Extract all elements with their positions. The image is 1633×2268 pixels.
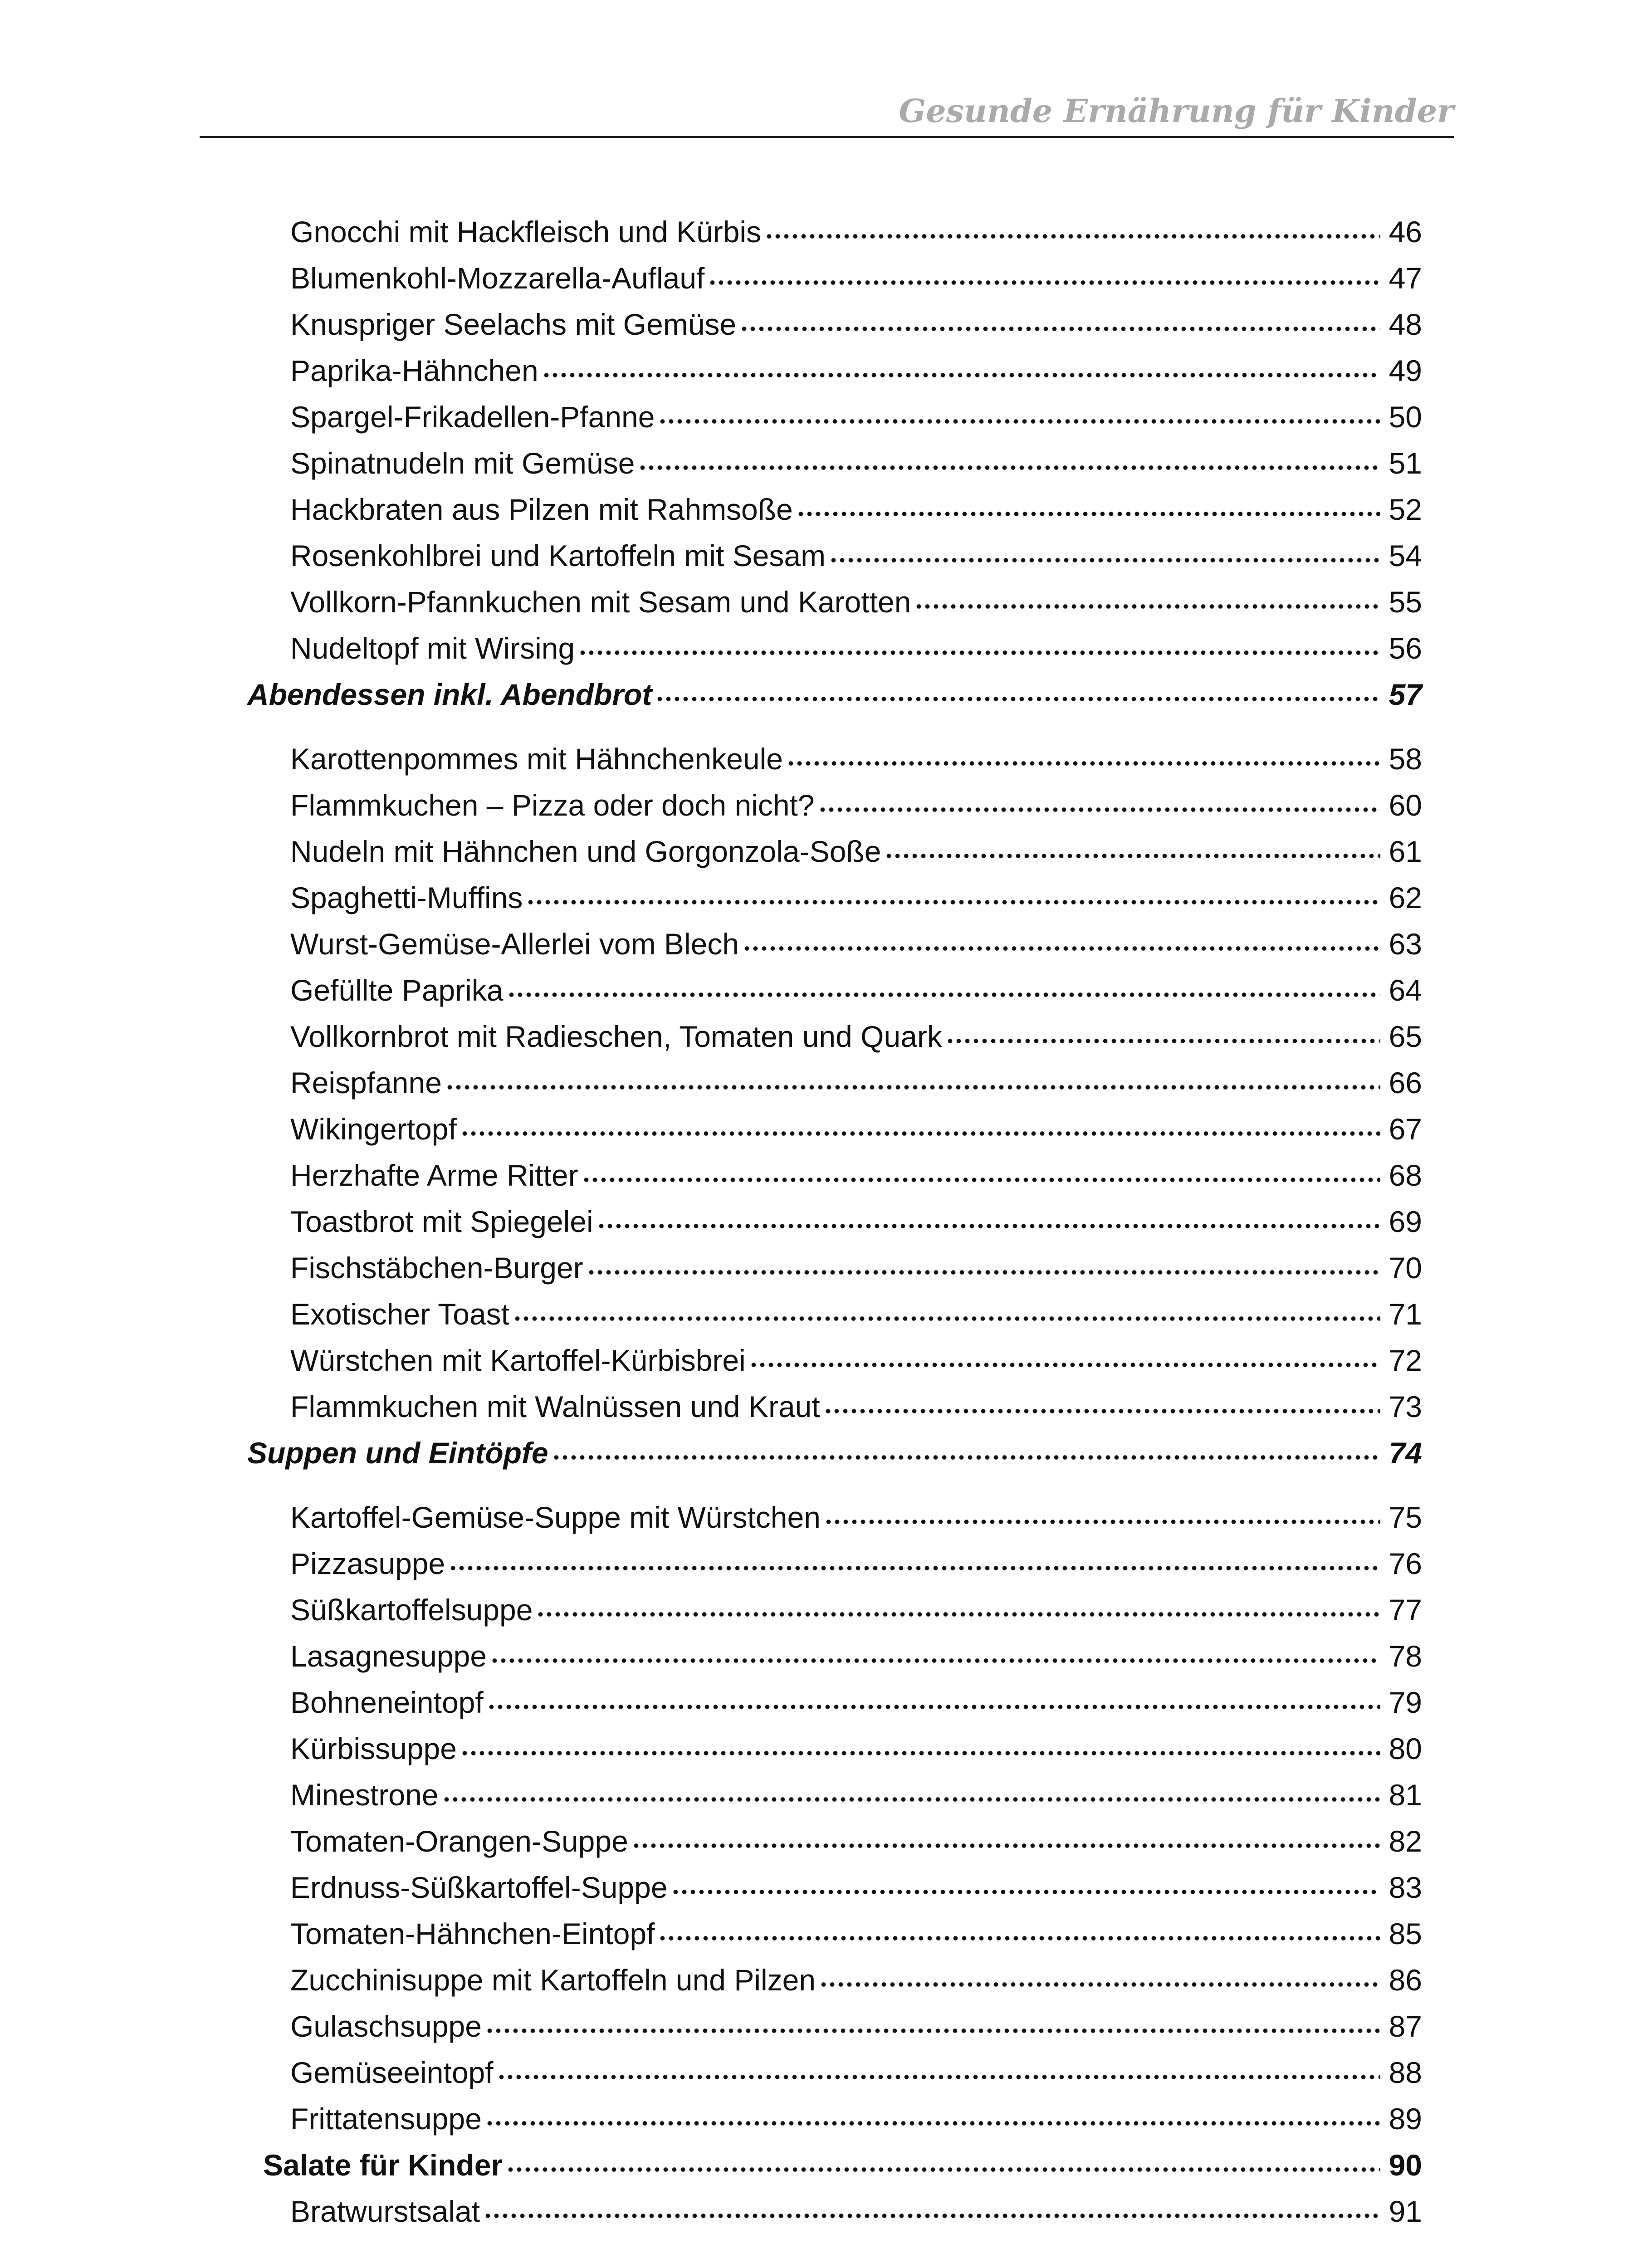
toc-page-number: 83 xyxy=(1389,1871,1422,1904)
dot-leader xyxy=(460,1746,1380,1760)
toc-entry-title: Hackbraten aus Pilzen mit Rahmsoße xyxy=(290,493,793,526)
toc-page-number: 64 xyxy=(1389,973,1422,1007)
toc-entry-title: Abendessen inkl. Abendbrot xyxy=(247,678,652,711)
toc-entry[interactable] xyxy=(290,1060,1422,1106)
toc-page-number: 51 xyxy=(1389,446,1422,480)
toc-page-number: 71 xyxy=(1389,1297,1422,1331)
dot-leader xyxy=(708,276,1380,289)
toc-entry-title: Suppen und Eintöpfe xyxy=(247,1436,548,1470)
toc-entry[interactable] xyxy=(290,828,1422,875)
toc-entry-title: Gnocchi mit Hackfleisch und Kürbis xyxy=(290,215,762,249)
dot-leader xyxy=(638,461,1380,474)
toc-page-number: 86 xyxy=(1389,1963,1422,1997)
dot-leader xyxy=(445,1080,1380,1094)
toc-entry-title: Flammkuchen mit Walnüssen und Kraut xyxy=(290,1390,820,1423)
toc-entry-title: Tomaten-Orangen-Suppe xyxy=(290,1824,628,1858)
toc-entry-title: Tomaten-Hähnchen-Eintopf xyxy=(290,1917,655,1950)
dot-leader xyxy=(658,415,1380,428)
toc-page-number: 82 xyxy=(1389,1824,1422,1858)
toc-page-number: 50 xyxy=(1389,400,1422,434)
toc-entry-title: Salate für Kinder xyxy=(263,2148,503,2182)
toc-entry-title: Frittatensuppe xyxy=(290,2102,482,2136)
toc-page-number: 76 xyxy=(1389,1547,1422,1580)
toc-entry-title: Pizzasuppe xyxy=(290,1547,445,1580)
toc-page-number: 63 xyxy=(1389,927,1422,961)
toc-entry-title: Nudeln mit Hähnchen und Gorgonzola-Soße xyxy=(290,835,881,868)
toc-entry-title: Süßkartoffelsuppe xyxy=(290,1593,533,1627)
dot-leader xyxy=(765,230,1380,243)
toc-entry[interactable] xyxy=(290,1337,1422,1383)
toc-entry[interactable] xyxy=(290,1679,1422,1725)
toc-page-number: 60 xyxy=(1389,788,1422,822)
dot-leader xyxy=(743,942,1380,955)
toc-entry-title: Knuspriger Seelachs mit Gemüse xyxy=(290,308,737,341)
dot-leader xyxy=(655,692,1380,706)
toc-page-number: 85 xyxy=(1389,1917,1422,1950)
toc-entry-title: Herzhafte Arme Ritter xyxy=(290,1158,578,1192)
toc-entry[interactable] xyxy=(290,1911,1422,1957)
toc-entry-title: Gefüllte Paprika xyxy=(290,973,504,1007)
toc-entry[interactable] xyxy=(290,1772,1422,1818)
dot-leader xyxy=(442,1793,1381,1806)
dot-leader xyxy=(487,1700,1380,1714)
toc-entry-title: Vollkorn-Pfannkuchen mit Sesam und Karotten xyxy=(290,585,911,619)
toc-page-number: 75 xyxy=(1389,1501,1422,1534)
toc-entry[interactable] xyxy=(290,625,1422,671)
dot-leader xyxy=(787,757,1380,770)
toc-entry-title: Kartoffel-Gemüse-Suppe mit Würstchen xyxy=(290,1501,821,1534)
toc-entry[interactable] xyxy=(290,1013,1422,1060)
toc-page-number: 91 xyxy=(1389,2195,1422,2228)
toc-entry-title: Toastbrot mit Spiegelei xyxy=(290,1205,593,1238)
toc-entry[interactable] xyxy=(290,1818,1422,1864)
dot-leader xyxy=(542,368,1380,382)
toc-entry-title: Bratwurstsalat xyxy=(290,2195,480,2228)
toc-section-heading[interactable] xyxy=(263,2142,1422,2188)
dot-leader xyxy=(632,1839,1380,1853)
dot-leader xyxy=(536,1608,1380,1621)
toc-entry-title: Wikingertopf xyxy=(290,1112,457,1146)
dot-leader xyxy=(914,600,1380,613)
dot-leader xyxy=(671,1885,1380,1899)
toc-entry[interactable] xyxy=(290,579,1422,625)
toc-entry-title: Kürbissuppe xyxy=(290,1732,457,1765)
dot-leader xyxy=(582,1173,1380,1187)
toc-entry-title: Gemüseeintopf xyxy=(290,2056,494,2089)
toc-entry[interactable] xyxy=(290,1245,1422,1291)
toc-entry-title: Vollkornbrot mit Radieschen, Tomaten und Quark xyxy=(290,1020,942,1053)
toc-entry-title: Würstchen mit Kartoffel-Kürbisbrei xyxy=(290,1344,746,1377)
toc-entry[interactable] xyxy=(290,2049,1422,2096)
toc-entry[interactable] xyxy=(290,1725,1422,1772)
toc-page-number: 88 xyxy=(1389,2056,1422,2089)
toc-entry[interactable] xyxy=(290,533,1422,579)
toc-entry-title: Nudeltopf mit Wirsing xyxy=(290,631,575,665)
toc-entry[interactable] xyxy=(290,440,1422,486)
toc-entry-title: Erdnuss-Süßkartoffel-Suppe xyxy=(290,1871,668,1904)
toc-page-number: 81 xyxy=(1389,1778,1422,1812)
toc-page-number: 66 xyxy=(1389,1066,1422,1100)
toc-entry[interactable] xyxy=(290,736,1422,782)
dot-leader xyxy=(885,849,1380,863)
toc-entry-title: Spargel-Frikadellen-Pfanne xyxy=(290,400,655,434)
toc-entry[interactable] xyxy=(290,394,1422,440)
toc-page-number: 61 xyxy=(1389,835,1422,868)
toc-entry-title: Paprika-Hähnchen xyxy=(290,354,538,387)
dot-leader xyxy=(749,1358,1380,1372)
toc-entry-title: Exotischer Toast xyxy=(290,1297,510,1331)
toc-entry[interactable] xyxy=(290,301,1422,347)
toc-page-number: 70 xyxy=(1389,1251,1422,1285)
toc-page-number: 73 xyxy=(1389,1390,1422,1423)
toc-page-number: 57 xyxy=(1389,678,1422,711)
dot-leader xyxy=(490,1654,1380,1667)
dot-leader xyxy=(484,2209,1380,2223)
toc-entry[interactable] xyxy=(290,1540,1422,1587)
toc-entry[interactable] xyxy=(290,782,1422,828)
dot-leader xyxy=(578,646,1380,660)
toc-entry-title: Bohneneintopf xyxy=(290,1686,484,1719)
dot-leader xyxy=(824,1404,1380,1418)
toc-entry[interactable] xyxy=(290,255,1422,301)
dot-leader xyxy=(819,1978,1380,1991)
toc-entry-title: Zucchinisuppe mit Kartoffeln und Pilzen xyxy=(290,1963,816,1997)
toc-entry[interactable] xyxy=(290,1864,1422,1911)
toc-page-number: 58 xyxy=(1389,742,1422,776)
dot-leader xyxy=(818,803,1380,816)
toc-entry[interactable] xyxy=(290,1106,1422,1152)
toc-page-number: 56 xyxy=(1389,631,1422,665)
toc-entry[interactable] xyxy=(290,921,1422,967)
toc-entry[interactable] xyxy=(290,347,1422,394)
toc-section-heading[interactable] xyxy=(247,671,1422,718)
dot-leader xyxy=(658,1931,1380,1945)
dot-leader xyxy=(449,1561,1380,1575)
toc-page-number: 80 xyxy=(1389,1732,1422,1765)
toc-entry-title: Blumenkohl-Mozzarella-Auflauf xyxy=(290,261,705,295)
toc-page-number: 67 xyxy=(1389,1112,1422,1146)
toc-entry[interactable] xyxy=(290,1291,1422,1337)
toc-entry[interactable] xyxy=(290,1957,1422,2003)
toc-page-number: 54 xyxy=(1389,539,1422,572)
dot-leader xyxy=(497,2070,1380,2084)
toc-entry-title: Fischstäbchen-Burger xyxy=(290,1251,583,1285)
toc-page-number: 62 xyxy=(1389,881,1422,914)
dot-leader xyxy=(587,1266,1380,1279)
toc-page-number: 90 xyxy=(1389,2148,1422,2182)
toc-entry[interactable] xyxy=(290,1198,1422,1245)
toc-entry-title: Spinatnudeln mit Gemüse xyxy=(290,446,635,480)
dot-leader xyxy=(460,1127,1380,1140)
dot-leader xyxy=(824,1515,1380,1529)
toc-page-number: 55 xyxy=(1389,585,1422,619)
toc-entry-title: Lasagnesuppe xyxy=(290,1639,487,1673)
toc-page-number: 47 xyxy=(1389,261,1422,295)
toc-entry[interactable] xyxy=(290,209,1422,255)
toc-entry-title: Karottenpommes mit Hähnchenkeule xyxy=(290,742,783,776)
dot-leader xyxy=(506,2163,1380,2176)
toc-page-number: 79 xyxy=(1389,1686,1422,1719)
toc-page-number: 87 xyxy=(1389,2009,1422,2043)
dot-leader xyxy=(513,1312,1380,1325)
toc-entry[interactable] xyxy=(290,875,1422,921)
toc-page-number: 69 xyxy=(1389,1205,1422,1238)
dot-leader xyxy=(797,507,1380,521)
dot-leader xyxy=(552,1451,1380,1464)
dot-leader xyxy=(829,553,1380,567)
toc-entry[interactable] xyxy=(290,486,1422,533)
toc-entry[interactable] xyxy=(290,1633,1422,1679)
dot-leader xyxy=(740,322,1380,336)
dot-leader xyxy=(526,895,1380,909)
toc-entry[interactable] xyxy=(290,2188,1422,2234)
toc-page-number: 78 xyxy=(1389,1639,1422,1673)
dot-leader xyxy=(597,1219,1380,1233)
toc-entry-title: Spaghetti-Muffins xyxy=(290,881,523,914)
toc-page-number: 74 xyxy=(1389,1436,1422,1470)
toc-entry[interactable] xyxy=(290,1587,1422,1633)
toc-page-number: 65 xyxy=(1389,1020,1422,1053)
toc-entry[interactable] xyxy=(290,2003,1422,2049)
toc-entry[interactable] xyxy=(290,967,1422,1013)
toc-page-number: 52 xyxy=(1389,493,1422,526)
toc-entry-title: Reispfanne xyxy=(290,1066,442,1100)
dot-leader xyxy=(946,1034,1380,1048)
toc-page-number: 48 xyxy=(1389,308,1422,341)
toc-page-number: 72 xyxy=(1389,1344,1422,1377)
toc-entry[interactable] xyxy=(290,1494,1422,1540)
dot-leader xyxy=(507,988,1380,1002)
toc-entry-title: Minestrone xyxy=(290,1778,439,1812)
dot-leader xyxy=(485,2116,1380,2130)
toc-page-number: 46 xyxy=(1389,215,1422,249)
dot-leader xyxy=(485,2024,1380,2038)
toc-page-number: 89 xyxy=(1389,2102,1422,2136)
running-header: Gesunde Ernährung für Kinder xyxy=(899,92,1454,130)
toc-section-heading[interactable] xyxy=(247,1430,1422,1476)
toc-page-number: 49 xyxy=(1389,354,1422,387)
toc-entry-title: Rosenkohlbrei und Kartoffeln mit Sesam xyxy=(290,539,826,572)
toc-entry[interactable] xyxy=(290,1152,1422,1198)
toc-entry[interactable] xyxy=(290,2096,1422,2142)
toc-page-number: 68 xyxy=(1389,1158,1422,1192)
toc-entry-title: Gulaschsuppe xyxy=(290,2009,482,2043)
toc-page-number: 77 xyxy=(1389,1593,1422,1627)
toc-entry[interactable] xyxy=(290,1383,1422,1430)
toc-entry-title: Flammkuchen – Pizza oder doch nicht? xyxy=(290,788,815,822)
toc-entry-title: Wurst-Gemüse-Allerlei vom Blech xyxy=(290,927,739,961)
